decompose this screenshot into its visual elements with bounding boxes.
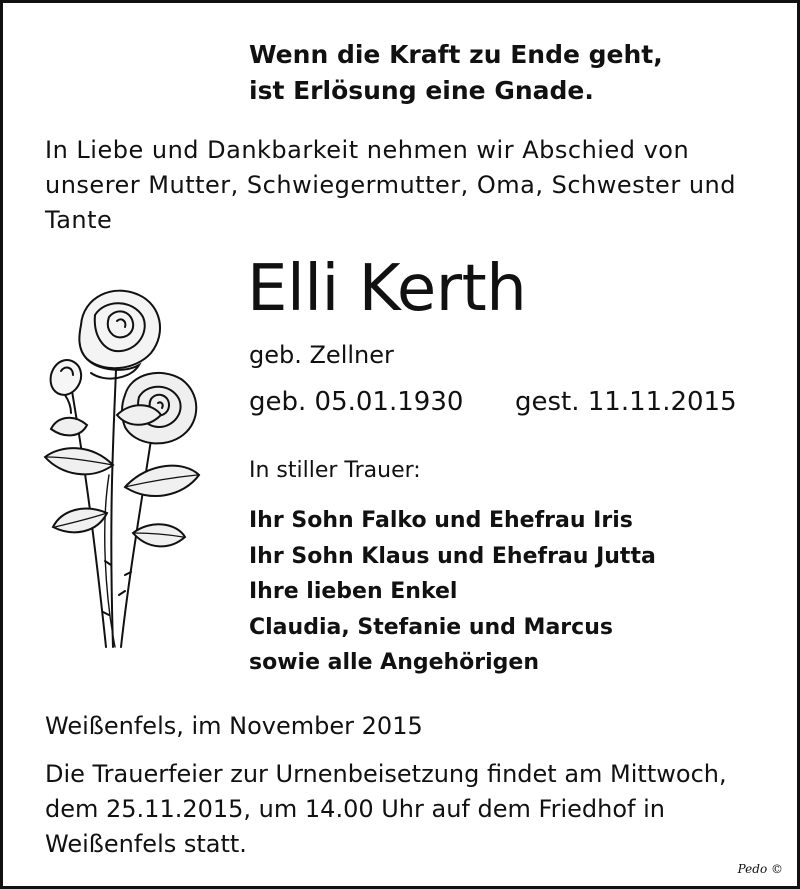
mourners-list (249, 503, 769, 681)
mourning-label: In stiller Trauer: (249, 458, 421, 483)
intro-text: In Liebe und Dankbarkeit nehmen wir Abschied von unserer Mutter, Schwiegermutter, Oma, Schwester und Tante (45, 136, 736, 234)
mourner-line: Claudia, Stefanie und Marcus (249, 614, 613, 640)
mourner-line: Ihr Sohn Klaus und Ehefrau Jutta (249, 543, 656, 569)
motto-line-1: Wenn die Kraft zu Ende geht, (249, 40, 663, 69)
birth-date: geb. 05.01.1930 (249, 387, 464, 417)
motto-verse (249, 37, 789, 109)
roses-illustration-icon (21, 275, 211, 655)
maiden-name: geb. Zellner (249, 341, 394, 369)
mourner-line: Ihr Sohn Falko und Ehefrau Iris (249, 508, 633, 533)
deceased-name: Elli Kerth (247, 252, 527, 326)
mourner-line: sowie alle Angehörigen (249, 650, 540, 675)
mourner-line: Ihre lieben Enkel (249, 579, 458, 604)
motto-line-2: ist Erlösung eine Gnade. (249, 76, 594, 105)
death-date: gest. 11.11.2015 (515, 387, 737, 417)
artist-credit: Pedo © (737, 862, 783, 876)
place-date: Weißenfels, im November 2015 (45, 712, 423, 740)
funeral-info: Die Trauerfeier zur Urnenbeisetzung findet am Mittwoch, dem 25.11.2015, um 14.00 Uhr auf dem Friedhof in Weißenfels statt. (45, 760, 727, 858)
